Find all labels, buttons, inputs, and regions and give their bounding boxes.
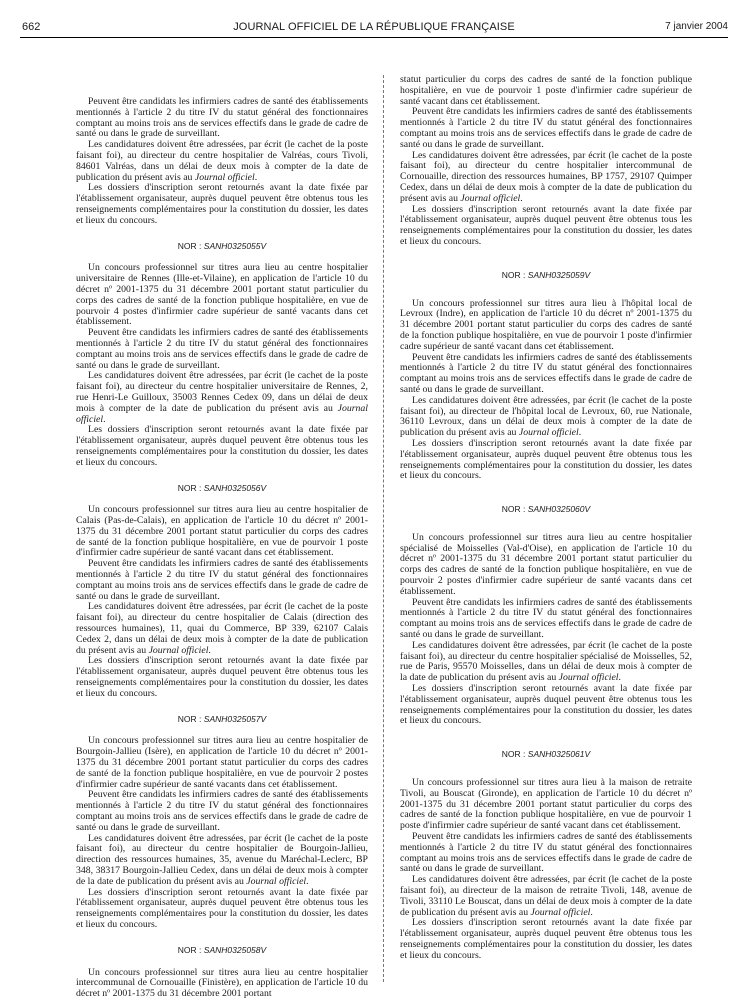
paragraph: Un concours professionnel sur titres aura lieu au centre hospitalier universitaire de Rennes (Ille-et-Vilaine), en application de l'article 10 du décret nº 2001-1375 du 31 décembre 2001 portant statut particulier du corps des cadres de santé de la fonction publique hospitalière, en vue de pourvoir 4 postes d'infirmier cadre supérieur de santé vacants dans cet établissement. [76,262,368,328]
nor-code: SANH0325055V [203,240,267,251]
journal-ref: Journal officiel [148,644,209,656]
journal-ref: Journal officiel [558,672,619,684]
paragraph: Peuvent être candidats les infirmiers cadres de santé des établissements mentionnés à l'article 2 du titre IV du statut général des fonctionnaires comptant au moins trois ans de services effectifs dans le grade de cadre de santé ou dans le grade de surveillant. [400,831,692,875]
paragraph: Un concours professionnel sur titres aura lieu à l'hôpital local de Levroux (Indre), en application de l'article 10 du décret nº 2001-1375 du 31 décembre 2001 portant statut particulier du corps des cadres de santé de la fonction publique hospitalière, en vue de pourvoir 1 poste d'infirmier cadre supérieur de santé vacant dans cet établissement. [400,297,692,352]
paragraph: Les candidatures doivent être adressées, par écrit (le cachet de la poste faisant foi), au directeur de la maison de retraite Tivoli, 148, avenue de Tivoli, 33110 Le Bouscat, dans un délai de deux mois à compter de la date de publication du présent avis au Journal officiel. [400,874,692,918]
paragraph: Les candidatures doivent être adressées, par écrit (le cachet de la poste faisant foi), au directeur du centre hospitalier universitaire de Rennes, 2, rue Henri-Le Guilloux, 35003 Rennes Cedex 09, dans un délai de deux mois à compter de la date de publication du présent avis au Journal officiel. [76,370,368,425]
paragraph: Les dossiers d'inscription seront retournés avant la date fixée par l'établissement organisateur, auprès duquel peuvent être obtenus tous les renseignements complémentaires pour la constitution du dossier, les dates et lieux du concours. [400,437,692,482]
paragraph: Les dossiers d'inscription seront retournés avant la date fixée par l'établissement organisateur, auprès duquel peuvent être obtenus tous les renseignements complémentaires pour la constitution du dossier, les dates et lieux du concours. [76,182,368,226]
paragraph: Un concours professionnel sur titres aura lieu au centre hospitalier spécialisé de Moisselles (Val-d'Oise), en application de l'article 10 du décret nº 2001-1375 du 31 décembre 2001 portant statut particulier du corps des cadres de santé de la fonction publique hospitalière, en vue de pourvoir 2 postes d'infirmier cadre supérieur de santé vacants dans cet établissement. [400,531,692,597]
nor-code: SANH0325059V [527,269,591,280]
nor-heading: NOR : SANH0325060V [501,504,591,515]
nor-heading: NOR : SANH0325061V [501,749,591,760]
journal-ref: Journal officiel [530,906,591,918]
paragraph: Les dossiers d'inscription seront retournés avant la date fixée par l'établissement organisateur, auprès duquel peuvent être obtenus tous les renseignements complémentaires pour la constitution du dossier, les dates et lieux du concours. [76,424,368,468]
issue-date: 7 janvier 2004 [665,21,728,32]
nor-heading: NOR : SANH0325057V [177,713,267,724]
paragraph: Les dossiers d'inscription seront retournés avant la date fixée par l'établissement organisateur, auprès duquel peuvent être obtenus tous les renseignements complémentaires pour la constitution du dossier, les dates et lieux du concours. [400,203,692,247]
nor-heading: NOR : SANH0325059V [501,269,591,280]
paragraph: Les candidatures doivent être adressées, par écrit (le cachet de la poste faisant foi), au directeur du centre hospitalier de Valréas, cours Tivoli, 84601 Valréas, dans un délai de deux mois à compter de la date de publication du présent avis au Journal officiel. [76,139,368,183]
nor-code: SANH0325058V [203,944,267,955]
paragraph: Un concours professionnel sur titres aura lieu au centre hospitalier de Bourgoin-Jallieu (Isère), en application de l'article 10 du décret nº 2001-1375 du 31 décembre 2001 portant statut particulier du corps des cadres de santé de la fonction publique hospitalière, en vue de pourvoir 2 postes d'infirmier cadre supérieur de santé vacants dans cet établissement. [76,735,368,790]
journal-title: JOURNAL OFFICIEL DE LA RÉPUBLIQUE FRANÇAISE [233,21,515,33]
paragraph: Un concours professionnel sur titres aura lieu au centre hospitalier intercommunal de Cornouaille (Finistère), en application de l'article 10 du décret nº 2001-1375 du 31 décembre 2001 portant [76,966,368,1000]
paragraph: Les candidatures doivent être adressées, par écrit (le cachet de la poste faisant foi), au directeur du centre hospitalier de Calais (direction des ressources humaines), 11, quai du Commerce, BP 339, 62107 Calais Cedex 2, dans un délai de deux mois à compter de la date de publication du présent avis au Journal officiel. [76,601,368,656]
paragraph: Peuvent être candidats les infirmiers cadres de santé des établissements mentionnés à l'article 2 du titre IV du statut général des fonctionnaires comptant au moins trois ans de services effectifs dans le grade de cadre de santé ou dans le grade de surveillant. [76,327,368,371]
column-divider [383,75,384,982]
journal-ref: Journal officiel [194,171,255,183]
paragraph: Peuvent être candidats les infirmiers cadres de santé des établissements mentionnés à l'article 2 du titre IV du statut général des fonctionnaires comptant au moins trois ans de services effectifs dans le grade de cadre de santé ou dans le grade de surveillant. [76,789,368,833]
paragraph: Peuvent être candidats les infirmiers cadres de santé des établissements mentionnés à l'article 2 du titre IV du statut général des fonctionnaires comptant au moins trois ans de services effectifs dans le grade de cadre de santé ou dans le grade de surveillant. [76,96,368,140]
paragraph: Les candidatures doivent être adressées, par écrit (le cachet de la poste faisant foi), au directeur du centre hospitalier spécialisé de Moisselles, 52, rue de Paris, 95570 Moisselles, dans un délai de deux mois à compter de la date de publication du présent avis au Journal officiel. [400,639,692,684]
journal-ref: Journal officiel [460,192,521,204]
paragraph: Les candidatures doivent être adressées, par écrit (le cachet de la poste faisant foi), au directeur du centre hospitalier intercommunal de Cornouaille, direction des ressources humaines, BP 1757, 29107 Quimper Cedex, dans un délai de deux mois à compter de la date de publication du présent avis au Journal officiel. [400,149,692,204]
nor-code: SANH0325060V [527,504,591,515]
nor-code: SANH0325056V [203,482,267,493]
nor-heading: NOR : SANH0325055V [177,240,267,251]
page-number: 662 [22,21,41,33]
header-rule [20,37,728,38]
paragraph: Un concours professionnel sur titres aura lieu à la maison de retraite Tivoli, au Bouscat (Gironde), en application de l'article 10 du décret nº 2001-1375 du 31 décembre 2001 portant statut particulier du corps des cadres de santé de la fonction publique hospitalière, en vue de pourvoir 1 poste d'infirmier cadre supérieur de santé vacant dans cet établissement. [400,777,692,832]
right-column [400,75,692,962]
nor-code: SANH0325057V [203,713,267,724]
page-header [0,0,748,60]
paragraph: Peuvent être candidats les infirmiers cadres de santé des établissements mentionnés à l'article 2 du titre IV du statut général des fonctionnaires comptant au moins trois ans de services effectifs dans le grade de cadre de santé ou dans le grade de surveillant. [400,596,692,641]
paragraph: Peuvent être candidats les infirmiers cadres de santé des établissements mentionnés à l'article 2 du titre IV du statut général des fonctionnaires comptant au moins trois ans de services effectifs dans le grade de cadre de santé ou dans le grade de surveillant. [400,351,692,395]
paragraph: Un concours professionnel sur titres aura lieu au centre hospitalier de Calais (Pas-de-Calais), en application de l'article 10 du décret nº 2001-1375 du 31 décembre 2001 portant statut particulier du corps des cadres de santé de la fonction publique hospitalière, en vue de pourvoir 1 poste d'infirmier cadre supérieur de santé vacant dans cet établissement. [76,504,368,559]
paragraph: Peuvent être candidats les infirmiers cadres de santé des établissements mentionnés à l'article 2 du titre IV du statut général des fonctionnaires comptant au moins trois ans de services effectifs dans le grade de cadre de santé ou dans le grade de surveillant. [400,106,692,150]
nor-code: SANH0325061V [527,749,591,760]
journal-ref: Journal officiel [246,875,307,887]
left-column [76,97,368,1000]
paragraph: statut particulier du corps des cadres de santé de la fonction publique hospitalière, en vue de pourvoir 1 poste d'infirmier cadre supérieur de santé vacant dans cet établissement. [400,74,692,107]
journal-ref: Journal officiel [76,402,368,425]
journal-ref: Journal officiel [518,427,579,439]
nor-heading: NOR : SANH0325056V [177,482,267,493]
paragraph: Les dossiers d'inscription seront retournés avant la date fixée par l'établissement organisateur, auprès duquel peuvent être obtenus tous les renseignements complémentaires pour la constitution du dossier, les dates et lieux du concours. [76,886,368,930]
paragraph: Les dossiers d'inscription seront retournés avant la date fixée par l'établissement organisateur, auprès duquel peuvent être obtenus tous les renseignements complémentaires pour la constitution du dossier, les dates et lieux du concours. [76,655,368,699]
nor-heading: NOR : SANH0325058V [177,944,267,955]
paragraph: Les candidatures doivent être adressées, par écrit (le cachet de la poste faisant foi), au directeur de l'hôpital local de Levroux, 60, rue Nationale, 36110 Levroux, dans un délai de deux mois à compter de la date de publication du présent avis au Journal officiel. [400,394,692,439]
paragraph: Les candidatures doivent être adressées, par écrit (le cachet de la poste faisant foi), au directeur du centre hospitalier de Bourgoin-Jallieu, direction des ressources humaines, 35, avenue du Maréchal-Leclerc, BP 348, 38317 Bourgoin-Jallieu Cedex, dans un délai de deux mois à compter de la date de publication du présent avis au Journal officiel. [76,832,368,887]
paragraph: Peuvent être candidats les infirmiers cadres de santé des établissements mentionnés à l'article 2 du titre IV du statut général des fonctionnaires comptant au moins trois ans de services effectifs dans le grade de cadre de santé ou dans le grade de surveillant. [76,558,368,602]
paragraph: Les dossiers d'inscription seront retournés avant la date fixée par l'établissement organisateur, auprès duquel peuvent être obtenus tous les renseignements complémentaires pour la constitution du dossier, les dates et lieux du concours. [400,683,692,727]
paragraph: Les dossiers d'inscription seront retournés avant la date fixée par l'établissement organisateur, auprès duquel peuvent être obtenus tous les renseignements complémentaires pour la constitution du dossier, les dates et lieux du concours. [400,917,692,961]
